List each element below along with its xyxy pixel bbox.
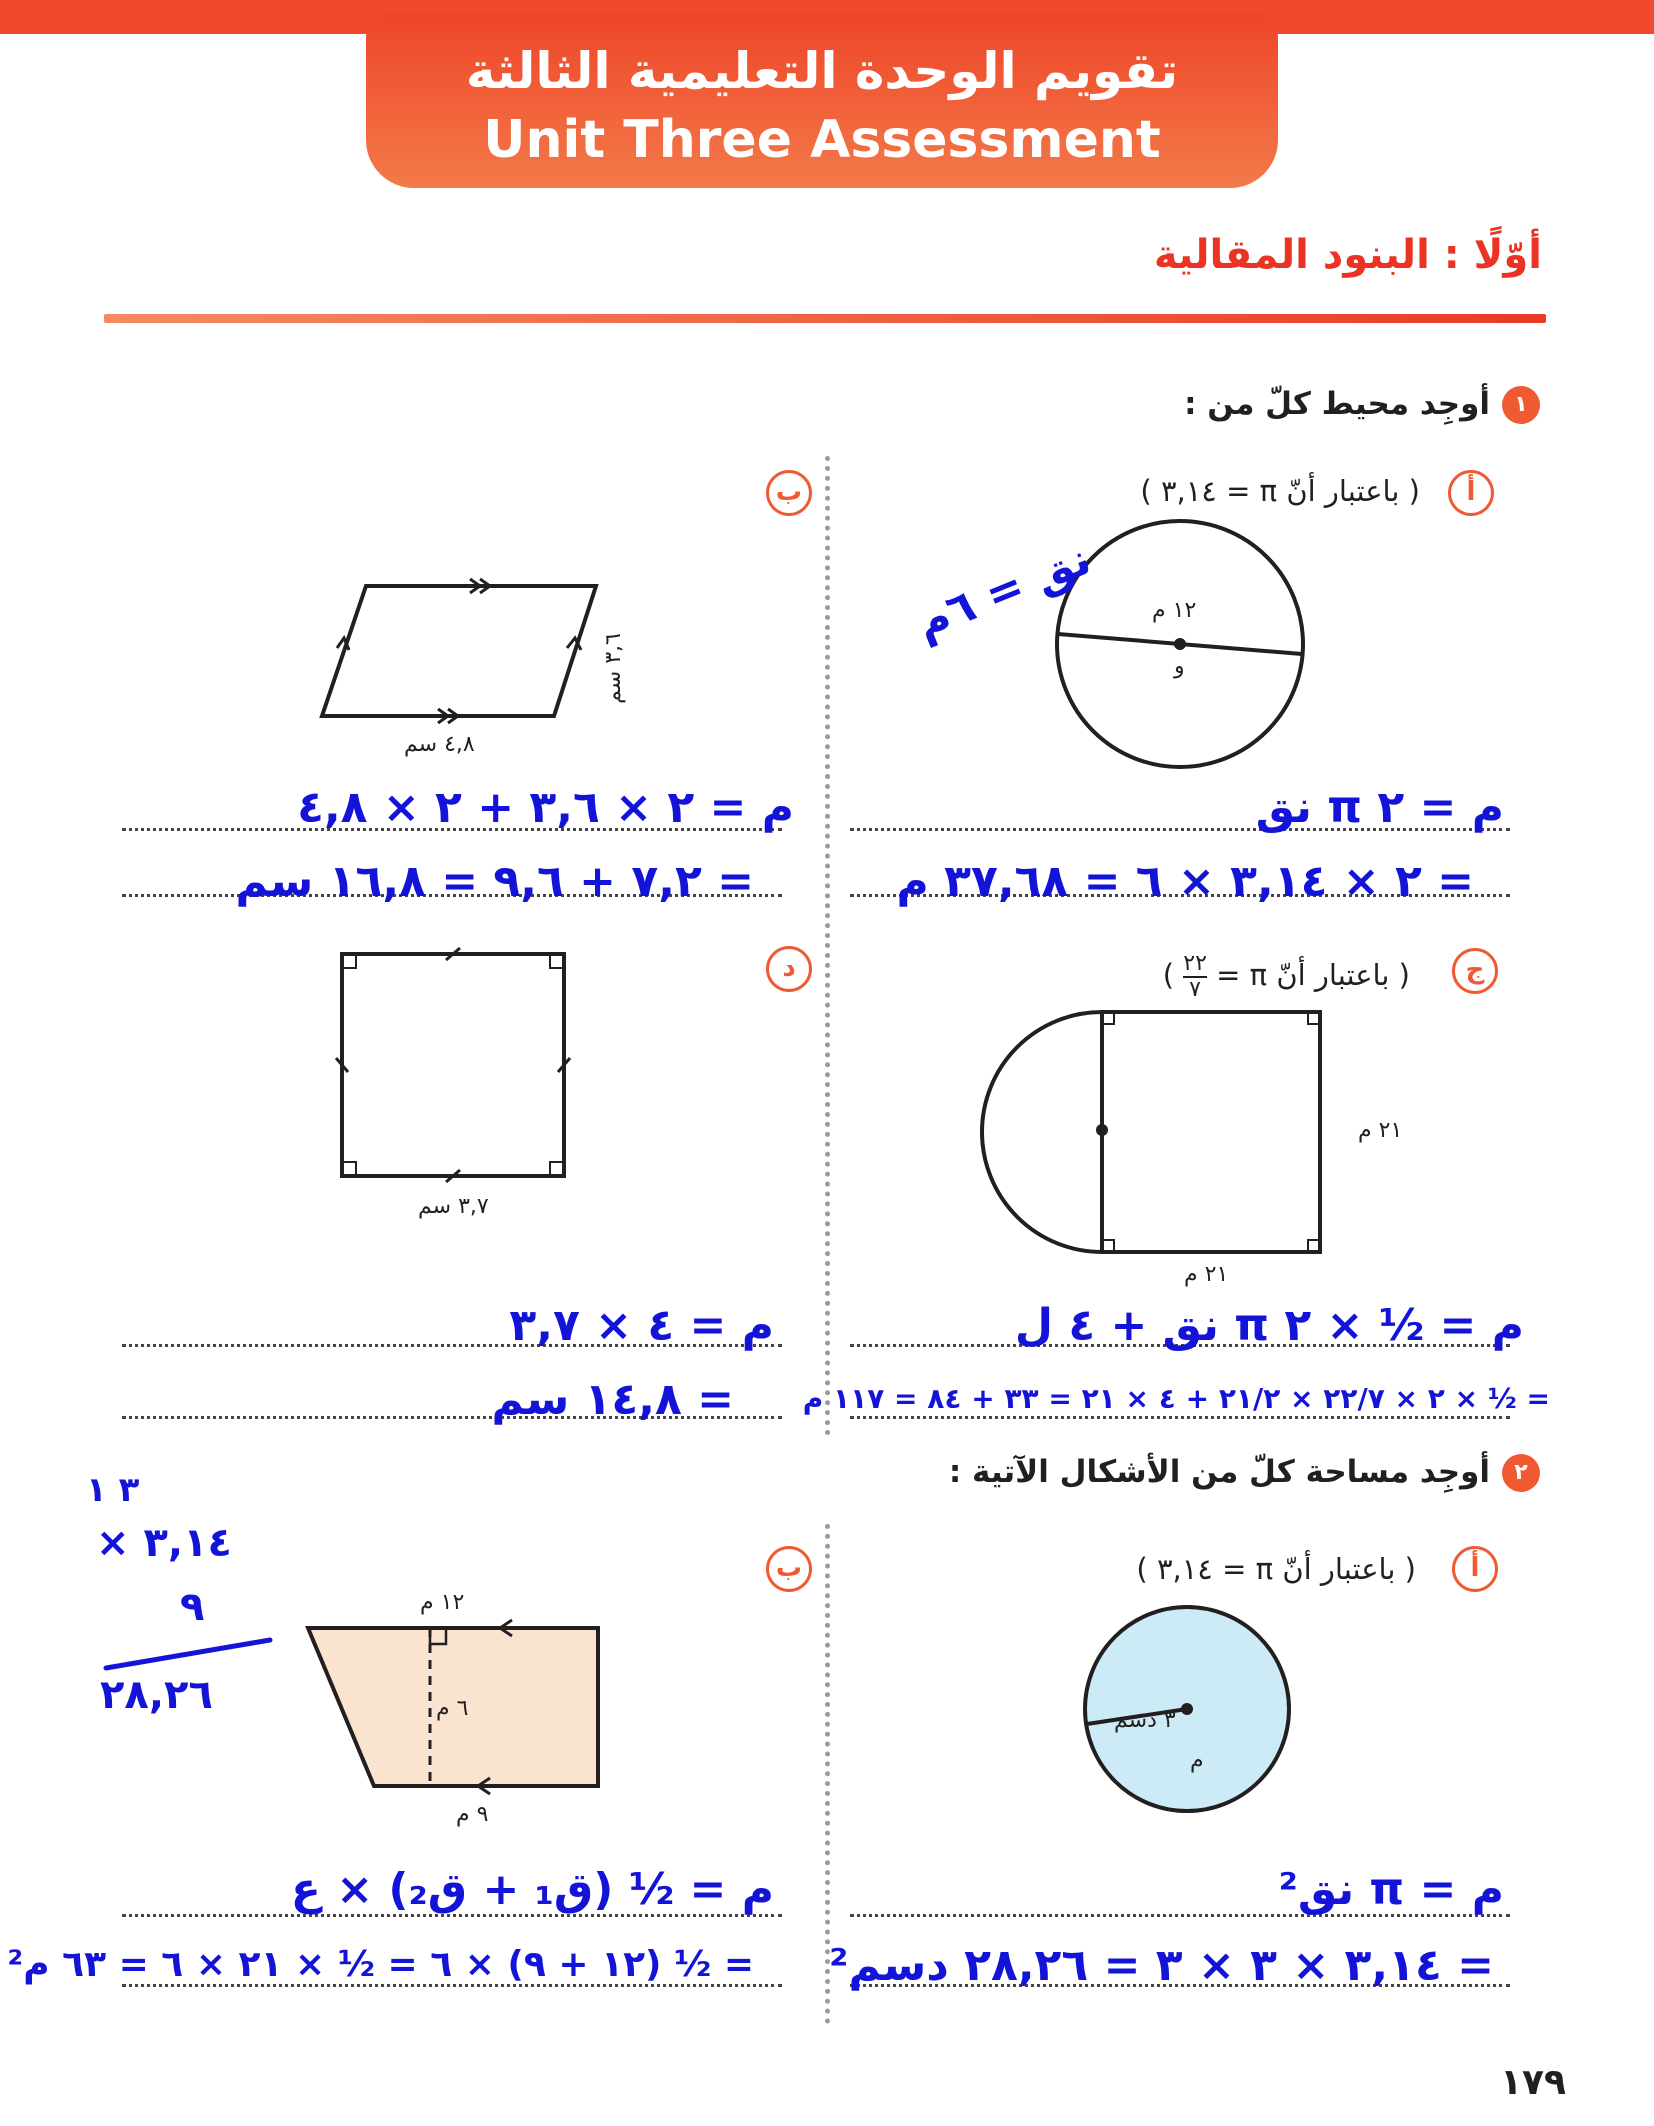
handwritten-answer-q1-c-line1: م = ½ × ٢ π نق + ٤ ل [1014,1300,1524,1351]
handwritten-answer-q1-b-line2: = ٧,٢ + ٩,٦ = ١٦,٨ سم [235,856,754,907]
column-divider-q1 [825,456,830,1436]
side-label-q1-c: ٢١ م [1358,1118,1403,1143]
pi-note-q1-c-suffix: ) [1162,958,1175,992]
badge-q2-b: ب [766,1546,812,1592]
bottom-base-label-q2-b: ٩ م [456,1802,489,1827]
fraction-denominator: ٧ [1189,977,1201,1002]
pi-note-q1-c-prefix: ( باعتبار أنّ π = [1216,958,1410,992]
handwritten-answer-q1-b-line1: م = ٢ × ٣,٦ + ٢ × ٤,٨ [297,782,794,833]
badge-q1-a: أ [1448,470,1494,516]
top-base-label-q2-b: ١٢ م [420,1590,465,1615]
scratch-multiplicand: ٣,١٤ × [96,1520,232,1566]
question-2-text: أوجِد مساحة كلّ من الأشكال الآتية : [948,1454,1490,1490]
handwritten-answer-q2-a-line1: م = π نق² [1278,1864,1504,1915]
question-1-text: أوجِد محيط كلّ من : [1184,386,1490,422]
handwritten-answer-q2-b-line2: = ½ (١٢ + ٩) × ٦ = ½ × ٢١ × ٦ = ٦٣ م² [7,1944,754,1985]
scratch-underline [104,1636,274,1676]
handwritten-answer-q2-a-line2: = ٣,١٤ × ٣ × ٣ = ٢٨,٢٦ دسم² [829,1940,1494,1991]
question-2-number: ٢ [1502,1454,1540,1492]
side-label-q1-b: ٣,٦ سم [600,633,626,704]
center-label-q2-a: م [1190,1748,1204,1773]
handwritten-answer-q2-b-line1: م = ½ (ق₁ + ق₂) × ع [290,1864,774,1915]
base-label-q1-b: ٤,٨ سم [404,732,475,757]
scratch-carry: ٣ ١ [86,1470,140,1510]
badge-q1-c: ج [1452,948,1498,994]
square-figure-q1-d [336,948,576,1180]
base-label-q1-c: ٢١ م [1184,1262,1229,1287]
badge-q2-a: أ [1452,1546,1498,1592]
diameter-label-q1-a: ١٢ م [1152,598,1197,623]
answer-line [850,1416,1510,1419]
radius-label-q2-a: ٣ دسم [1114,1708,1176,1733]
section-divider [104,314,1546,323]
handwritten-answer-q1-d-line1: م = ٤ × ٣,٧ [509,1300,774,1351]
badge-q1-d: د [766,946,812,992]
question-1-number: ١ [1502,386,1540,424]
height-label-q2-b: ٦ م [436,1696,469,1721]
handwritten-answer-q1-d-line2: = ١٤,٨ سم [491,1374,734,1425]
pi-note-q1-c [1163,952,1410,1002]
scratch-result: ٢٨,٢٦ [100,1672,213,1718]
handwritten-radius-q1-a: نق = ٦م [909,533,1098,650]
handwritten-answer-q1-c-line2: = ½ × ٢ × ٢٢/٧ × ٢١/٢ + ٤ × ٢١ = ٣٣ + ٨٤ = ١١٧ م [802,1382,1550,1415]
badge-q1-b: ب [766,470,812,516]
side-label-q1-d: ٣,٧ سم [418,1194,489,1219]
page-number: ١٧٩ [1500,2062,1566,2103]
semicircle-square-figure-q1-c [978,1008,1348,1258]
banner-title-arabic: تقويم الوحدة التعليمية الثالثة [465,42,1179,100]
pi-fraction [1183,952,1207,1002]
pi-note-q2-a: ( باعتبار أنّ π = ٣,١٤ ) [1136,1552,1416,1586]
handwritten-answer-q1-a-line1: م = ٢ π نق [1255,782,1504,833]
section-title: أوّلًا : البنود المقالية [1153,232,1542,278]
parallelogram-figure-q1-b [318,576,608,726]
pi-note-q1-a: ( باعتبار أنّ π = ٣,١٤ ) [1140,474,1420,508]
fraction-numerator: ٢٢ [1183,951,1207,976]
scratch-multiplier: ٩ [180,1584,205,1630]
banner-title-english: Unit Three Assessment [483,110,1161,170]
center-label-q1-a: و [1174,654,1185,679]
handwritten-answer-q1-a-line2: = ٢ × ٣,١٤ × ٦ = ٣٧,٦٨ م [896,856,1474,907]
